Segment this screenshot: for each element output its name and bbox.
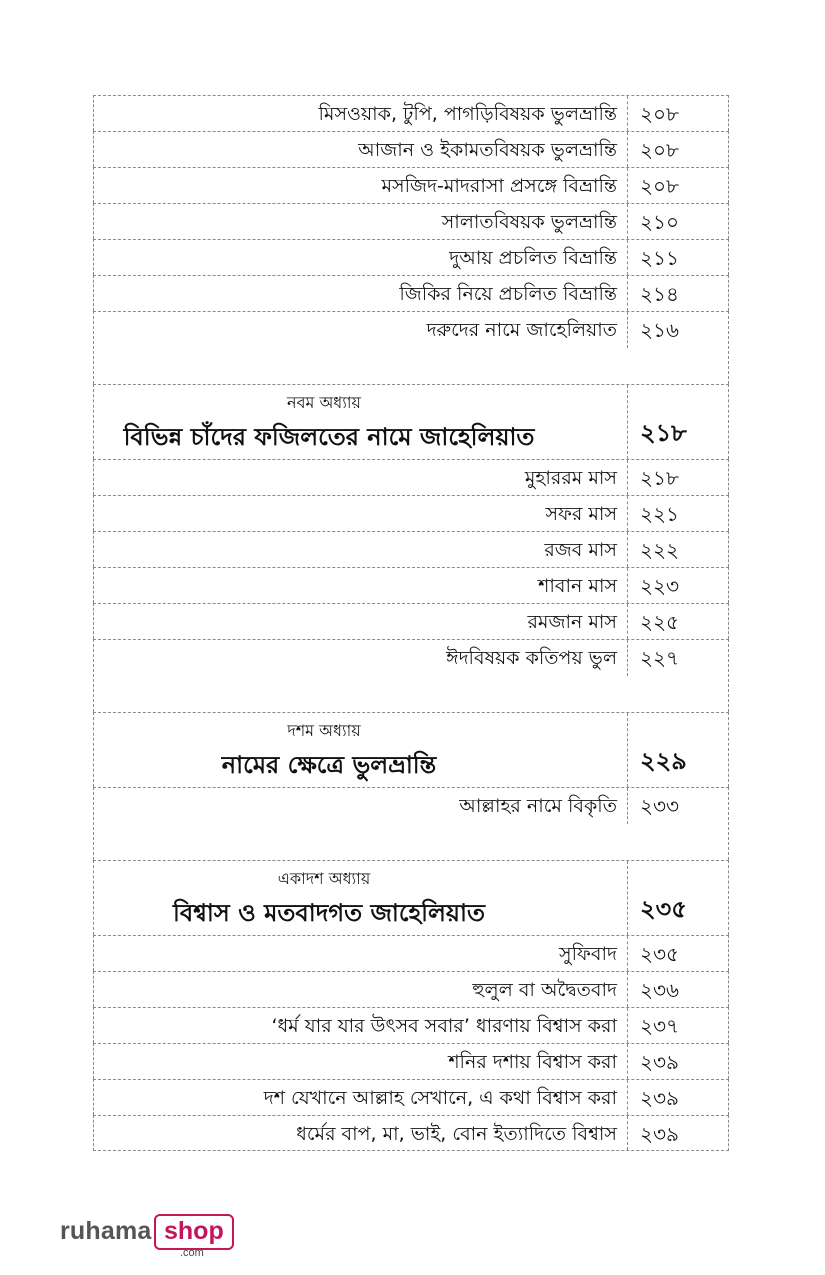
toc-entry-page: ২৩৭: [640, 1014, 680, 1038]
toc-entry-title: সুফিবাদ: [94, 936, 628, 971]
toc-entry: [93, 1043, 729, 1079]
logo-word-ruhama: ruhama: [60, 1217, 152, 1245]
toc-entry: [93, 639, 729, 712]
toc-entry-title: সালাতবিষয়ক ভুলভ্রান্তি: [94, 204, 628, 239]
toc-entry-title: ‘ধর্ম যার যার উৎসব সবার’ ধারণায় বিশ্বাস করা: [94, 1008, 628, 1043]
toc-entry-page: ২২৭: [640, 646, 680, 670]
toc-entry-title: সফর মাস: [94, 496, 628, 531]
toc-entry-page: ২২১: [640, 502, 679, 526]
toc-entry-title: হুলুল বা অদ্বৈতবাদ: [94, 972, 628, 1007]
chapter-heading: [93, 712, 729, 787]
toc-entry-title: জিকির নিয়ে প্রচলিত বিভ্রান্তি: [94, 276, 628, 311]
toc-entry: [93, 131, 729, 167]
chapter-heading: [93, 384, 729, 459]
table-of-contents: [93, 95, 729, 1151]
toc-entry: [93, 935, 729, 971]
toc-entry-title: আজান ও ইকামতবিষয়ক ভুলভ্রান্তি: [94, 132, 628, 167]
toc-entry-page: ২৩৯: [640, 1122, 679, 1146]
toc-entry-title: মুহাররম মাস: [94, 460, 628, 495]
toc-entry-page: ২৩৯: [640, 1086, 679, 1110]
chapter-label: দশম অধ্যায়: [287, 721, 361, 740]
toc-entry-title: রজব মাস: [94, 532, 628, 567]
toc-entry-page: ২০৮: [640, 102, 679, 126]
toc-entry-page: ২৩৩: [640, 794, 680, 818]
chapter-label: একাদশ অধ্যায়: [277, 869, 371, 888]
toc-entry-page: ২১০: [640, 210, 679, 234]
toc-entry-title: মিসওয়াক, টুপি, পাগড়িবিষয়ক ভুলভ্রান্তি: [94, 96, 628, 131]
toc-entry-page: ২১১: [640, 246, 679, 270]
chapter-title: বিভিন্ন চাঁদের ফজিলতের নামে জাহেলিয়াত: [123, 423, 535, 451]
toc-entry-page: ২৩৫: [640, 942, 679, 966]
toc-entry-page: ২১৮: [640, 466, 679, 490]
toc-entry-title: শনির দশায় বিশ্বাস করা: [94, 1044, 628, 1079]
logo-word-shop: shop: [154, 1214, 234, 1250]
toc-entry: [93, 787, 729, 860]
toc-entry-page: ২৩৬: [640, 978, 680, 1002]
chapter-title: নামের ক্ষেত্রে ভুলভ্রান্তি: [221, 751, 437, 779]
toc-entry-title: ধর্মের বাপ, মা, ভাই, বোন ইত্যাদিতে বিশ্বাস: [94, 1116, 628, 1150]
toc-entry: [93, 1115, 729, 1151]
chapter-page: ২১৮: [640, 419, 687, 447]
chapter-page: ২২৯: [640, 747, 687, 775]
toc-entry-title: দরুদের নামে জাহেলিয়াত: [94, 312, 628, 348]
toc-entry-page: ২১৬: [640, 318, 679, 342]
chapter-label: নবম অধ্যায়: [287, 393, 361, 412]
toc-entry-title: রমজান মাস: [94, 604, 628, 639]
toc-entry-page: ২০৮: [640, 174, 679, 198]
toc-entry: [93, 275, 729, 311]
toc-entry-title: শাবান মাস: [94, 568, 628, 603]
toc-entry-page: ২৩৯: [640, 1050, 679, 1074]
toc-entry-page: ২০৮: [640, 138, 679, 162]
toc-entry: [93, 1007, 729, 1043]
toc-entry-page: ২২৩: [640, 574, 680, 598]
toc-entry: [93, 239, 729, 275]
chapter-heading: [93, 860, 729, 935]
toc-entry: [93, 495, 729, 531]
toc-entry-title: আল্লাহর নামে বিকৃতি: [94, 788, 628, 824]
toc-entry: [93, 167, 729, 203]
toc-entry-title: মসজিদ-মাদরাসা প্রসঙ্গে বিভ্রান্তি: [94, 168, 628, 203]
toc-entry: [93, 603, 729, 639]
toc-entry-title: দশ যেখানে আল্লাহ সেখানে, এ কথা বিশ্বাস করা: [94, 1080, 628, 1115]
toc-entry-page: ২২২: [640, 538, 680, 562]
toc-entry: [93, 459, 729, 495]
toc-entry-page: ২১৪: [640, 282, 679, 306]
toc-entry-title: দুআয় প্রচলিত বিভ্রান্তি: [94, 240, 628, 275]
chapter-page: ২৩৫: [640, 895, 687, 923]
chapter-title: বিশ্বাস ও মতবাদগত জাহেলিয়াত: [172, 899, 485, 927]
toc-entry: [93, 95, 729, 131]
ruhama-shop-logo: [60, 1213, 260, 1263]
toc-entry-page: ২২৫: [640, 610, 679, 634]
toc-entry: [93, 531, 729, 567]
toc-entry: [93, 1079, 729, 1115]
logo-domain: .com: [180, 1247, 204, 1259]
toc-entry-title: ঈদবিষয়ক কতিপয় ভুল: [94, 640, 628, 676]
toc-entry: [93, 971, 729, 1007]
toc-entry: [93, 567, 729, 603]
toc-entry: [93, 311, 729, 384]
toc-entry: [93, 203, 729, 239]
